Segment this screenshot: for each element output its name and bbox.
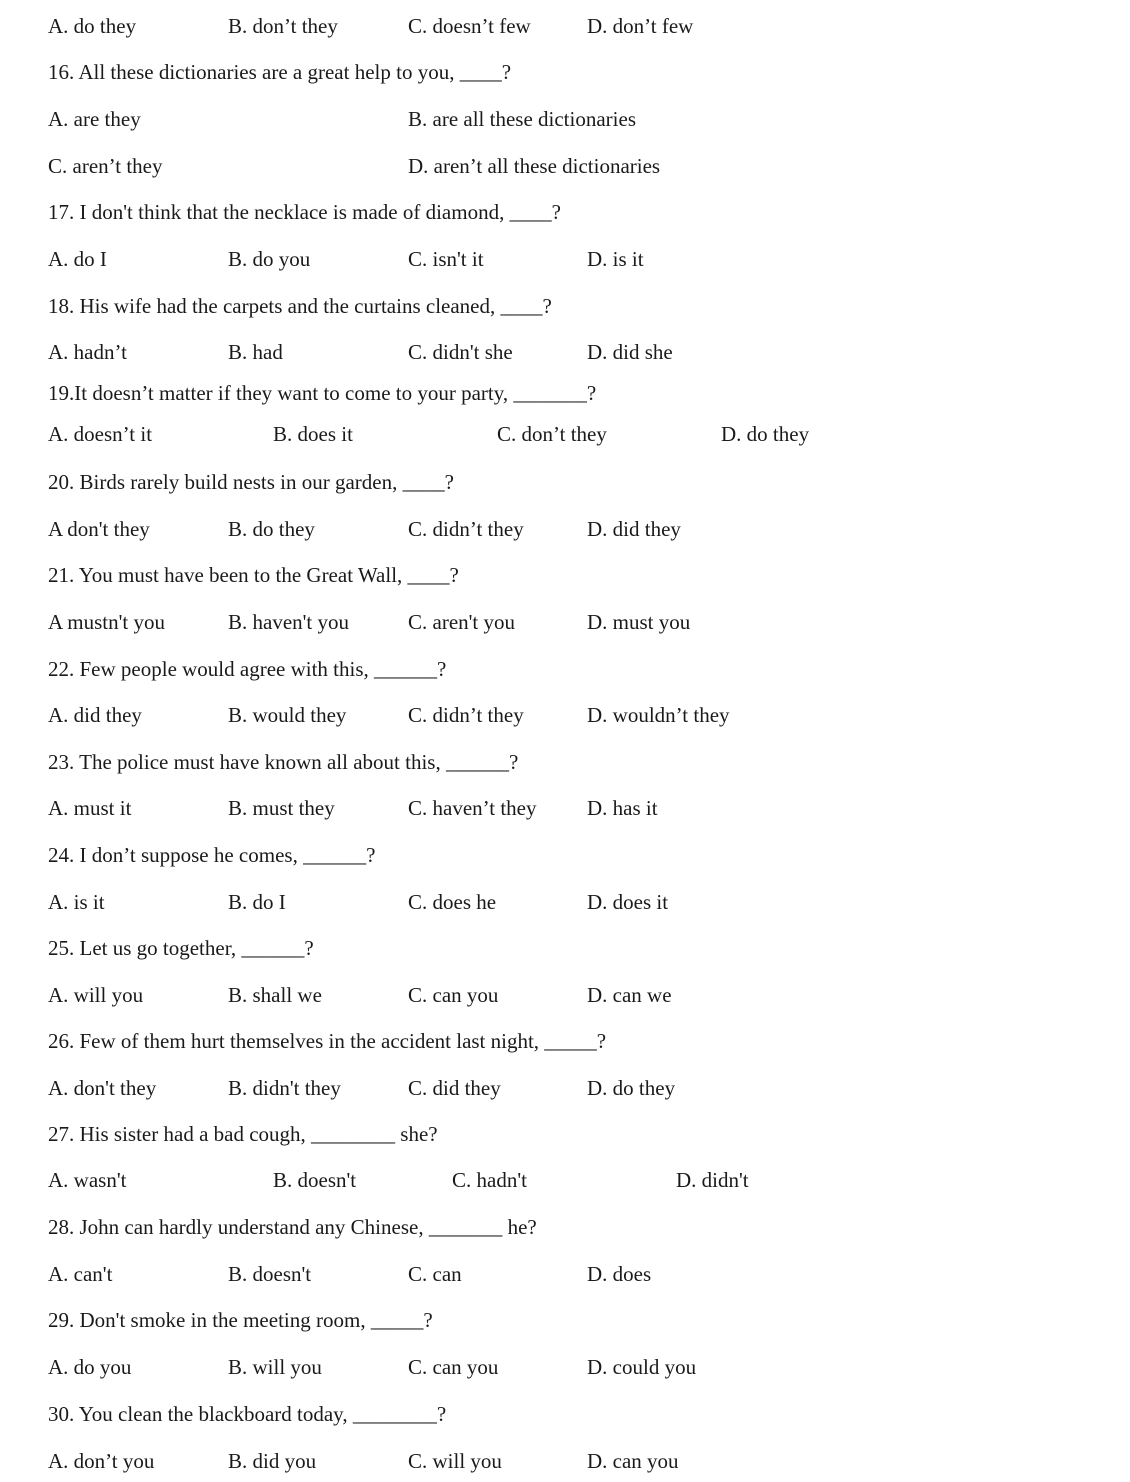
q24-stem: 24. I don’t suppose he comes, ______? <box>48 843 376 867</box>
q29-option-d: D. could you <box>587 1355 697 1379</box>
q27-option-b: B. doesn't <box>273 1168 357 1192</box>
q19-option-b: B. does it <box>273 422 353 446</box>
q29-option-b: B. will you <box>228 1355 322 1379</box>
q15-option-c: C. doesn’t few <box>408 14 531 38</box>
q26-option-c: C. did they <box>408 1076 501 1100</box>
q30-option-a: A. don’t you <box>48 1449 155 1473</box>
q25-option-b: B. shall we <box>228 983 322 1007</box>
q27-option-a: A. wasn't <box>48 1168 127 1192</box>
q27-option-c: C. hadn't <box>452 1168 527 1192</box>
q16-stem: 16. All these dictionaries are a great help to you, ____? <box>48 60 512 84</box>
q27-option-d: D. didn't <box>676 1168 749 1192</box>
q25-option-a: A. will you <box>48 983 144 1007</box>
q17-option-c: C. isn't it <box>408 247 484 271</box>
q19-option-a: A. doesn’t it <box>48 422 153 446</box>
q23-stem: 23. The police must have known all about this, ______? <box>48 750 519 774</box>
q18-option-c: C. didn't she <box>408 340 513 364</box>
q17-option-d: D. is it <box>587 247 644 271</box>
q27-stem: 27. His sister had a bad cough, ________ she? <box>48 1122 438 1146</box>
q19-option-d: D. do they <box>721 422 810 446</box>
q21-option-b: B. haven't you <box>228 610 350 634</box>
q21-option-d: D. must you <box>587 610 691 634</box>
q22-option-b: B. would they <box>228 703 347 727</box>
q23-option-a: A. must it <box>48 796 132 820</box>
q16-option-a: A. are they <box>48 107 141 131</box>
q16-option-b: B. are all these dictionaries <box>408 107 636 131</box>
q22-option-d: D. wouldn’t they <box>587 703 730 727</box>
q17-stem: 17. I don't think that the necklace is made of diamond, ____? <box>48 200 561 224</box>
q30-option-b: B. did you <box>228 1449 317 1473</box>
q22-option-a: A. did they <box>48 703 142 727</box>
q25-option-c: C. can you <box>408 983 499 1007</box>
q24-option-c: C. does he <box>408 890 497 914</box>
q23-option-d: D. has it <box>587 796 658 820</box>
q16-option-d: D. aren’t all these dictionaries <box>408 154 661 178</box>
q23-option-c: C. haven’t they <box>408 796 537 820</box>
q17-option-b: B. do you <box>228 247 311 271</box>
q26-option-d: D. do they <box>587 1076 676 1100</box>
q29-option-a: A. do you <box>48 1355 132 1379</box>
q29-stem: 29. Don't smoke in the meeting room, _____? <box>48 1308 433 1332</box>
q18-option-a: A. hadn’t <box>48 340 127 364</box>
q29-option-c: C. can you <box>408 1355 499 1379</box>
q15-option-b: B. don’t they <box>228 14 338 38</box>
q18-option-b: B. had <box>228 340 283 364</box>
q30-option-c: C. will you <box>408 1449 502 1473</box>
q24-option-a: A. is it <box>48 890 105 914</box>
q18-stem: 18. His wife had the carpets and the curtains cleaned, ____? <box>48 294 552 318</box>
q28-option-a: A. can't <box>48 1262 113 1286</box>
q16-option-c: C. aren’t they <box>48 154 163 178</box>
q30-stem: 30. You clean the blackboard today, ________? <box>48 1402 447 1426</box>
q20-option-d: D. did they <box>587 517 681 541</box>
q15-option-a: A. do they <box>48 14 137 38</box>
q23-option-b: B. must they <box>228 796 335 820</box>
q19-stem: 19.It doesn’t matter if they want to come to your party, _______? <box>48 381 597 405</box>
q20-option-a: A don't they <box>48 517 150 541</box>
q21-stem: 21. You must have been to the Great Wall, ____? <box>48 563 459 587</box>
q26-stem: 26. Few of them hurt themselves in the accident last night, _____? <box>48 1029 607 1053</box>
q20-option-b: B. do they <box>228 517 315 541</box>
q18-option-d: D. did she <box>587 340 673 364</box>
q19-option-c: C. don’t they <box>497 422 607 446</box>
q25-stem: 25. Let us go together, ______? <box>48 936 314 960</box>
q28-option-c: C. can <box>408 1262 462 1286</box>
q17-option-a: A. do I <box>48 247 107 271</box>
q26-option-b: B. didn't they <box>228 1076 341 1100</box>
q24-option-d: D. does it <box>587 890 669 914</box>
q20-stem: 20. Birds rarely build nests in our garden, ____? <box>48 470 454 494</box>
q30-option-d: D. can you <box>587 1449 679 1473</box>
q24-option-b: B. do I <box>228 890 286 914</box>
q25-option-d: D. can we <box>587 983 672 1007</box>
q22-option-c: C. didn’t they <box>408 703 524 727</box>
q28-option-b: B. doesn't <box>228 1262 312 1286</box>
q28-stem: 28. John can hardly understand any Chinese, _______ he? <box>48 1215 537 1239</box>
q21-option-c: C. aren't you <box>408 610 516 634</box>
q21-option-a: A mustn't you <box>48 610 165 634</box>
q22-stem: 22. Few people would agree with this, ______? <box>48 657 447 681</box>
q28-option-d: D. does <box>587 1262 652 1286</box>
q15-option-d: D. don’t few <box>587 14 694 38</box>
q20-option-c: C. didn’t they <box>408 517 524 541</box>
q26-option-a: A. don't they <box>48 1076 157 1100</box>
